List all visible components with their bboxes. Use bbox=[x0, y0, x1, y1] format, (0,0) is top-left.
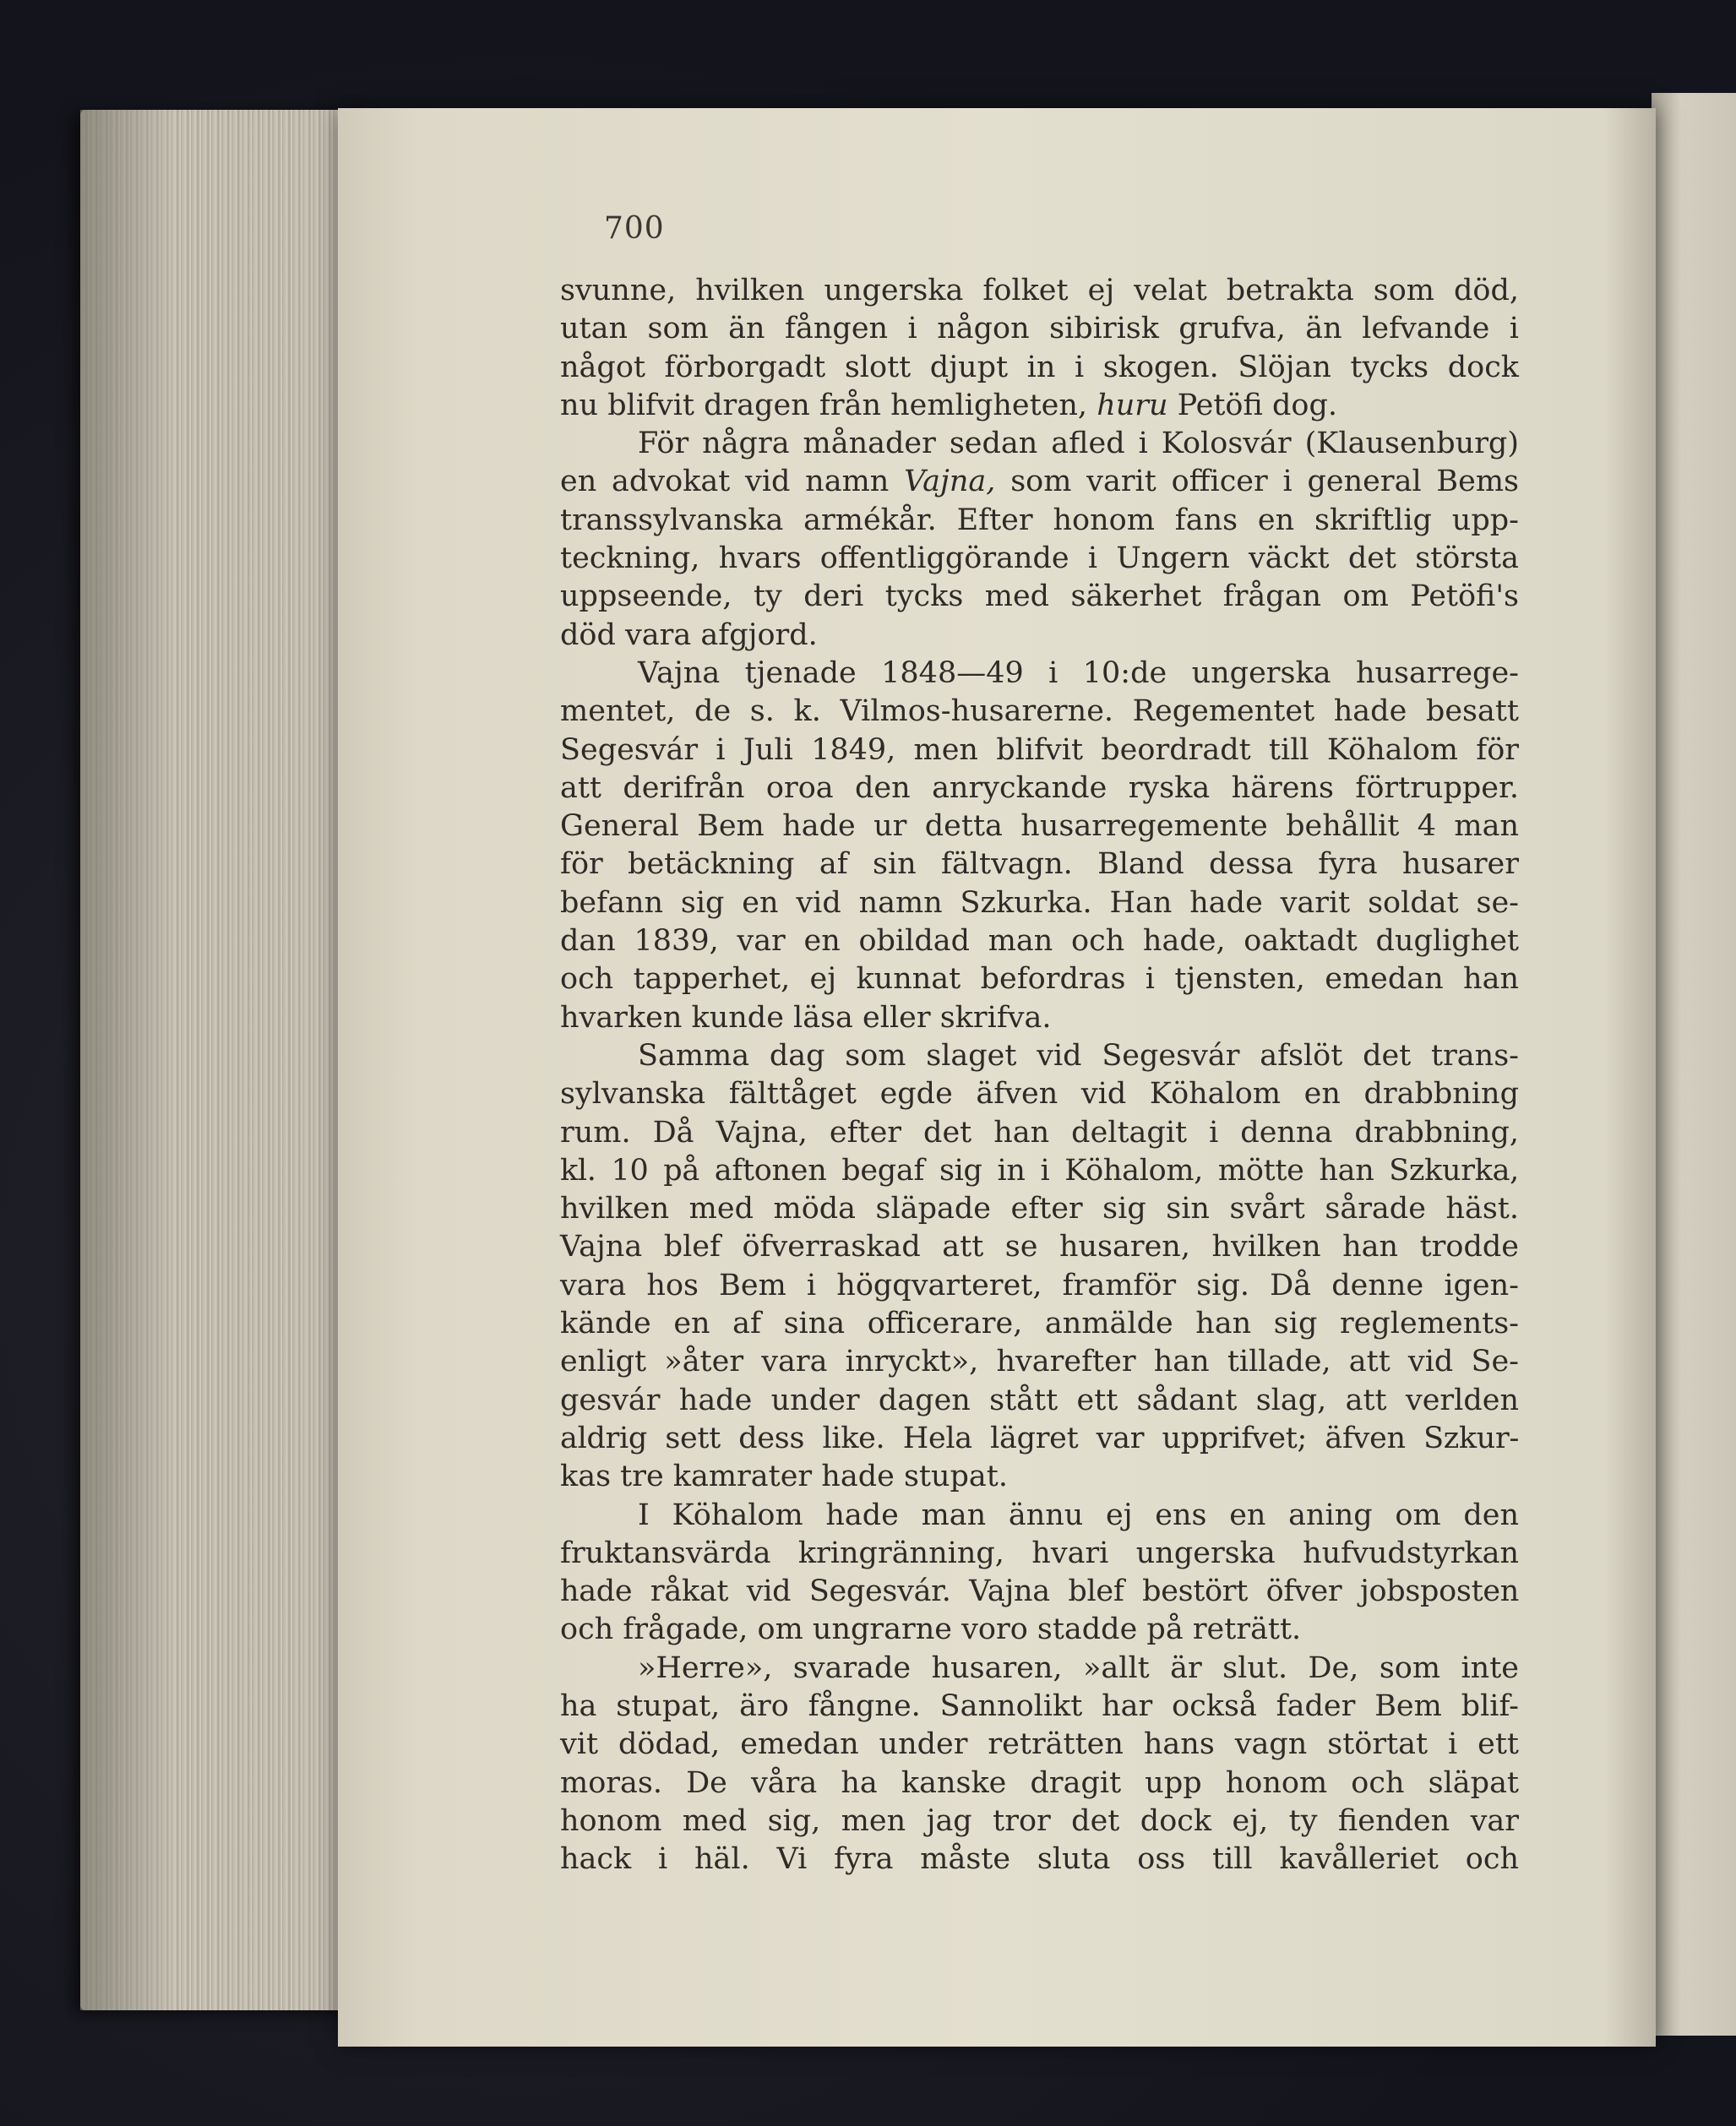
text-line: utan som än fången i någon sibirisk grufva, än lefvande i bbox=[560, 312, 1519, 346]
text-line: gesvár hade under dagen stått ett sådant slag, att verlden bbox=[560, 1383, 1519, 1417]
page-edges-stack bbox=[80, 110, 372, 2010]
text-line: Vajna blef öfverraskad att se husaren, hvilken han trodde bbox=[560, 1230, 1519, 1264]
text-line: Segesvár i Juli 1849, men blifvit beordradt till Köhalom för bbox=[560, 732, 1519, 767]
text-line: uppseende, ty deri tycks med säkerhet frågan om Petöfi's bbox=[560, 579, 1519, 614]
text-line: död vara afgjord. bbox=[560, 617, 818, 652]
text-line: rum. Då Vajna, efter det han deltagit i denna drabbning, bbox=[560, 1115, 1519, 1150]
text-line: fruktansvärda kringränning, hvari ungerska hufvudstyrkan bbox=[560, 1536, 1519, 1570]
text-line: vara hos Bem i högqvarteret, framför sig. Då denne igen- bbox=[560, 1268, 1519, 1302]
text-line: vit dödad, emedan under reträtten hans vagn störtat i ett bbox=[560, 1727, 1519, 1762]
text-line bbox=[560, 387, 1519, 425]
paragraph-start-line: I Köhalom hade man ännu ej ens en aning om den bbox=[638, 1498, 1519, 1532]
text-line: för betäckning af sin fältvagn. Bland dessa fyra husarer bbox=[560, 847, 1519, 882]
text-line: enligt »åter vara inryckt», hvarefter han tillade, att vid Se- bbox=[560, 1345, 1519, 1379]
body-text bbox=[560, 272, 1519, 1879]
text-line: ha stupat, äro fångne. Sannolikt har också fader Bem blif- bbox=[560, 1688, 1519, 1723]
text-line: honom med sig, men jag tror det dock ej, ty fienden var bbox=[560, 1803, 1519, 1838]
page-number: 700 bbox=[604, 211, 665, 246]
text-line: befann sig en vid namn Szkurka. Han hade varit soldat se- bbox=[560, 885, 1519, 920]
text-line: hvilken med möda släpade efter sig sin svårt sårade häst. bbox=[560, 1192, 1519, 1226]
text-span: Petöfi dog. bbox=[1167, 388, 1337, 422]
text-line: och tapperhet, ej kunnat befordras i tjensten, emedan han bbox=[560, 962, 1519, 997]
text-line: transsylvanska armékår. Efter honom fans en skriftlig upp- bbox=[560, 503, 1519, 537]
text-line: aldrig sett dess like. Hela lägret var upprifvet; äfven Szkur- bbox=[560, 1421, 1519, 1455]
text-line: mentet, de s. k. Vilmos-husarerne. Regementet hade besatt bbox=[560, 694, 1519, 729]
text-line: hade råkat vid Segesvár. Vajna blef bestört öfver jobsposten bbox=[560, 1574, 1519, 1609]
text-line: sylvanska fälttåget egde äfven vid Köhalom en drabbning bbox=[560, 1077, 1519, 1112]
text-line: att derifrån oroa den anryckande ryska härens förtrupper. bbox=[560, 770, 1519, 805]
text-line: moras. De våra ha kanske dragit upp honom och släpat bbox=[560, 1765, 1519, 1800]
text-line: kände en af sina officerare, anmälde han sig reglements- bbox=[560, 1307, 1519, 1341]
text-line: teckning, hvars offentliggörande i Ungern väckt det största bbox=[560, 541, 1519, 576]
text-line bbox=[560, 463, 1519, 501]
text-line: svunne, hvilken ungerska folket ej velat betrakta som död, bbox=[560, 274, 1519, 307]
italic-name: Vajna, bbox=[904, 465, 996, 499]
text-span: som varit officer i general Bems bbox=[995, 465, 1519, 499]
paragraph-start-line: För några månader sedan afled i Kolosvár (Klausenburg) bbox=[638, 427, 1519, 461]
text-span: nu blifvit dragen från hemligheten, bbox=[560, 388, 1097, 422]
text-line: kl. 10 på aftonen begaf sig in i Köhalom, mötte han Szkurka, bbox=[560, 1153, 1519, 1188]
text-line: dan 1839, var en obildad man och hade, oaktadt duglighet bbox=[560, 924, 1519, 959]
text-line: kas tre kamrater hade stupat. bbox=[560, 1460, 1008, 1494]
paragraph-start-line: Samma dag som slaget vid Segesvár afslöt det trans- bbox=[638, 1038, 1519, 1073]
text-line: hack i häl. Vi fyra måste sluta oss till kavålleriet och bbox=[560, 1842, 1519, 1877]
text-span: en advokat vid namn bbox=[560, 465, 905, 499]
paragraph-start-line: »Herre», svarade husaren, »allt är slut. De, som inte bbox=[638, 1650, 1519, 1685]
text-line: hvarken kunde läsa eller skrifva. bbox=[560, 1000, 1052, 1035]
text-line: något förborgadt slott djupt in i skogen. Slöjan tycks dock bbox=[560, 350, 1519, 384]
text-line: General Bem hade ur detta husarregemente behållit 4 man bbox=[560, 809, 1519, 844]
italic-word: huru bbox=[1097, 388, 1168, 422]
paragraph-start-line: Vajna tjenade 1848—49 i 10:de ungerska husarrege- bbox=[638, 655, 1519, 690]
facing-page-edge bbox=[1652, 93, 1736, 2036]
text-line: och frågade, om ungrarne voro stadde på reträtt. bbox=[560, 1612, 1302, 1647]
